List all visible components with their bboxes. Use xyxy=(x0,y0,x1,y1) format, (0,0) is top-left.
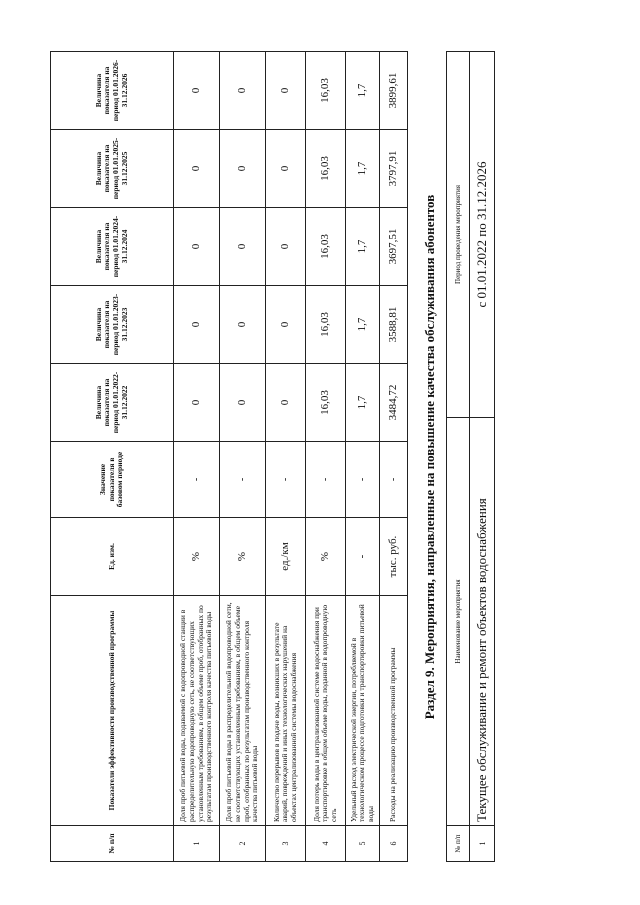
row-base: - xyxy=(346,442,380,518)
row-value-2023: 0 xyxy=(174,286,220,364)
row-value-2022: 16,03 xyxy=(306,364,346,442)
row-value-2022: 1,7 xyxy=(346,364,380,442)
row-value-2023: 0 xyxy=(266,286,306,364)
row-indicator: Расходы на реализацию производственной программы xyxy=(380,596,408,826)
row-base: - xyxy=(174,442,220,518)
row-base: - xyxy=(380,442,408,518)
row-value-2023: 16,03 xyxy=(306,286,346,364)
row-value-2025: 16,03 xyxy=(306,130,346,208)
row-value-2023: 3588,81 xyxy=(380,286,408,364)
measures-header-num: № п/п xyxy=(447,826,470,862)
header-2025: Величина показателя на период 01.01.2025-31.12.2025 xyxy=(51,130,174,208)
document-page xyxy=(50,42,590,862)
row-num: 6 xyxy=(380,826,408,862)
measures-table xyxy=(446,51,495,862)
table-row xyxy=(306,52,346,862)
row-value-2022: 0 xyxy=(266,364,306,442)
row-value-2025: 0 xyxy=(266,130,306,208)
header-indicator: Показатели эффективности производственной программы xyxy=(51,596,174,826)
section-title: Раздел 9. Мероприятия, направленные на повышение качества обслуживания абонентов xyxy=(422,194,437,720)
row-value-2026: 0 xyxy=(220,52,266,130)
row-value-2025: 3797,91 xyxy=(380,130,408,208)
header-2026: Величина показателя на период 01.01.2026-31.12.2026 xyxy=(51,52,174,130)
header-unit: Ед. изм. xyxy=(51,518,174,596)
row-indicator: Удельный расход электрической энергии, потребляемой в технологическом процессе подготовки и транспортировки питьевой воды xyxy=(346,596,380,826)
row-unit: % xyxy=(220,518,266,596)
performance-indicators-table xyxy=(50,51,408,862)
header-num: № п/п xyxy=(51,826,174,862)
row-value-2023: 1,7 xyxy=(346,286,380,364)
row-indicator: Доля проб питьевой воды в распределительной водопроводной сети, не соответствующих установленным требованиям, в общем объеме проб, отобранных по результатам производственного контроля качества питьевой воды xyxy=(220,596,266,826)
table-row xyxy=(220,52,266,862)
row-value-2025: 0 xyxy=(220,130,266,208)
row-num: 2 xyxy=(220,826,266,862)
row-num: 3 xyxy=(266,826,306,862)
row-value-2022: 3484,72 xyxy=(380,364,408,442)
header-2023: Величина показателя на период 01.01.2023-31.12.2023 xyxy=(51,286,174,364)
row-value-2025: 0 xyxy=(174,130,220,208)
row-base: - xyxy=(220,442,266,518)
row-value-2026: 0 xyxy=(266,52,306,130)
header-2022: Величина показателя на период 01.01.2022-31.12.2022 xyxy=(51,364,174,442)
measures-header-period: Период проведения мероприятия xyxy=(447,52,470,418)
table-row xyxy=(380,52,408,862)
header-2024: Величина показателя на период 01.01.2024-31.12.2024 xyxy=(51,208,174,286)
table-row xyxy=(266,52,306,862)
row-unit: ед./км xyxy=(266,518,306,596)
row-value-2024: 1,7 xyxy=(346,208,380,286)
row-value-2024: 3697,51 xyxy=(380,208,408,286)
row-value-2026: 1,7 xyxy=(346,52,380,130)
table-row xyxy=(346,52,380,862)
row-base: - xyxy=(266,442,306,518)
row-value-2026: 3899,61 xyxy=(380,52,408,130)
row-value-2024: 0 xyxy=(174,208,220,286)
row-indicator: Доля проб питьевой воды, подаваемой с водопроводной станции в распределительную водопроводную сеть, не соответствующих установленным требованиям, в общем объеме проб, отобранных по результатам производственного контроля качества питьевой воды xyxy=(174,596,220,826)
row-value-2026: 0 xyxy=(174,52,220,130)
measure-num: 1 xyxy=(470,826,495,862)
table-header-row xyxy=(51,52,174,862)
measure-period: с 01.01.2022 по 31.12.2026 xyxy=(470,52,495,418)
row-value-2024: 0 xyxy=(220,208,266,286)
row-unit: тыс. руб. xyxy=(380,518,408,596)
row-value-2023: 0 xyxy=(220,286,266,364)
row-base: - xyxy=(306,442,346,518)
measure-name: Текущее обслуживание и ремонт объектов водоснабжения xyxy=(470,418,495,826)
header-base: Значение показателя в базовом периоде xyxy=(51,442,174,518)
row-value-2022: 0 xyxy=(220,364,266,442)
table-row xyxy=(174,52,220,862)
measures-header-name: Наименование мероприятия xyxy=(447,418,470,826)
row-value-2022: 0 xyxy=(174,364,220,442)
measures-header-row xyxy=(447,52,470,862)
row-indicator: Количество перерывов в подаче воды, возникших в результате аварий, повреждений и иных технологических нарушений на объектах централизованной системы водоснабжения xyxy=(266,596,306,826)
row-num: 1 xyxy=(174,826,220,862)
row-value-2025: 1,7 xyxy=(346,130,380,208)
table-row xyxy=(470,52,495,862)
row-num: 4 xyxy=(306,826,346,862)
row-unit: - xyxy=(346,518,380,596)
row-value-2026: 16,03 xyxy=(306,52,346,130)
row-num: 5 xyxy=(346,826,380,862)
row-value-2024: 16,03 xyxy=(306,208,346,286)
row-indicator: Доля потерь воды в централизованной системе водоснабжения при транспортировке в общем объеме воды, поданной в водопроводную сеть xyxy=(306,596,346,826)
row-unit: % xyxy=(306,518,346,596)
row-value-2024: 0 xyxy=(266,208,306,286)
row-unit: % xyxy=(174,518,220,596)
